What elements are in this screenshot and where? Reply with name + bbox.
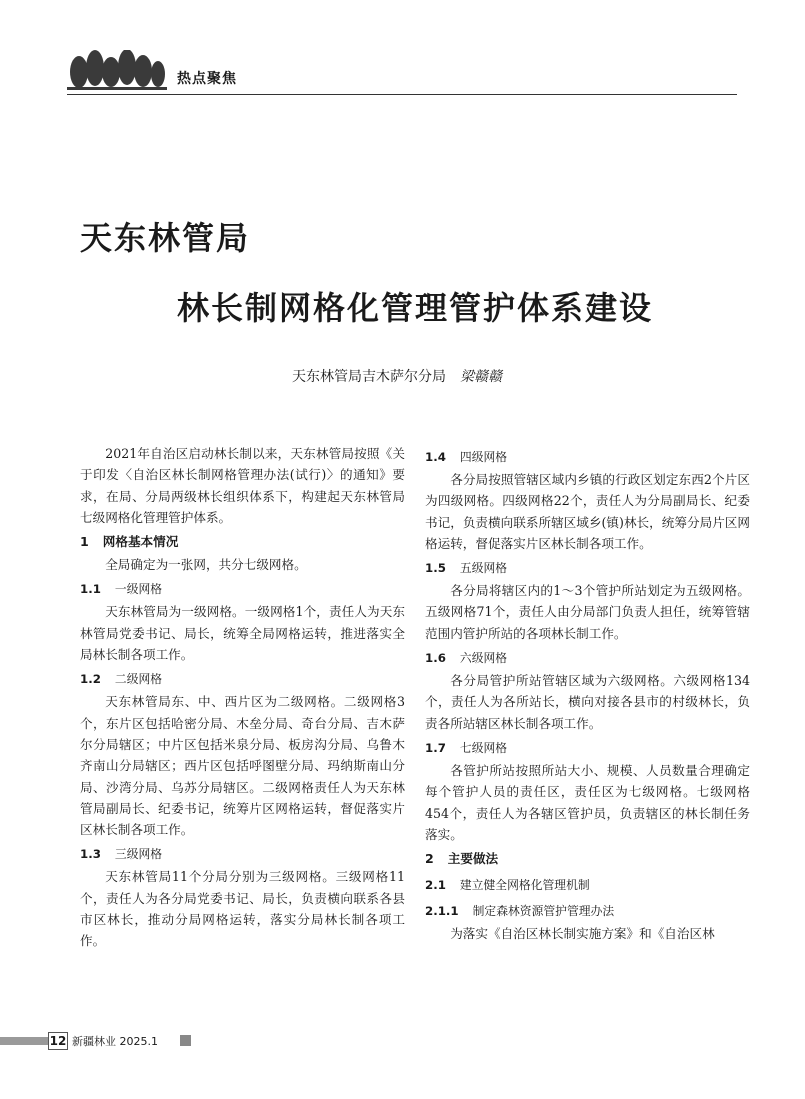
heading-number: 1.4 — [425, 450, 446, 464]
heading-text: 五级网格 — [459, 561, 508, 576]
heading-text: 六级网格 — [459, 651, 508, 666]
heading-number: 2.1.1 — [425, 904, 459, 919]
tree-row-icon — [67, 50, 167, 90]
page-footer — [0, 1032, 805, 1050]
journal-name: 新疆林业 2025.1 — [72, 1035, 158, 1048]
page-number: 12 — [49, 1034, 67, 1048]
author: 梁赣赣 — [460, 369, 502, 385]
subsection-heading — [425, 556, 750, 580]
page-header — [67, 50, 737, 96]
heading-text: 制定森林资源管护管理办法 — [472, 904, 615, 919]
left-column — [80, 443, 405, 952]
footer-bar — [0, 1037, 48, 1045]
subsection-heading — [80, 842, 405, 866]
byline — [292, 366, 502, 386]
heading-text: 七级网格 — [459, 740, 508, 755]
section-heading — [80, 530, 405, 554]
subsection-heading — [80, 577, 405, 601]
paragraph: 天东林管局11个分局分别为三级网格。三级网格11个，责任人为各分局党委书记、局长，负责横向联系各县市区林长，推动分局网格运转，落实分局林长制各项工作。 — [80, 869, 405, 949]
footer-square — [180, 1035, 191, 1046]
affiliation: 天东林管局吉木萨尔分局 — [292, 369, 446, 385]
paragraph: 天东林管局为一级网格。一级网格1个，责任人为天东林管局党委书记、局长，统筹全局网格运转，推进落实全局林长制各项工作。 — [80, 604, 405, 663]
heading-text: 四级网格 — [459, 450, 508, 464]
article-title-line1: 天东林管局 — [80, 219, 251, 257]
subsection-heading — [80, 667, 405, 691]
heading-number: 1 — [80, 534, 89, 550]
paragraph: 2021年自治区启动林长制以来，天东林管局按照《关于印发〈自治区林长制网格管理办法(试行)〉的通知》要求，在局、分局两级林长组织体系下，构建起天东林管局七级网格化管理管护体系。 — [80, 446, 405, 525]
heading-number: 1.3 — [80, 847, 101, 862]
subsection-heading — [425, 899, 750, 923]
subsection-heading — [425, 736, 750, 760]
heading-text: 建立健全网格化管理机制 — [459, 878, 590, 893]
paragraph: 各分局按照管辖区域内乡镇的行政区划定东西2个片区为四级网格。四级网格22个，责任人为分局副局长、纪委书记，负责横向联系所辖区域乡(镇)林长，统筹分局片区网格运转，督促落实片区林长制各项工作。 — [425, 472, 750, 551]
article-title-line2: 林长制网格化管理管护体系建设 — [177, 289, 654, 327]
right-column — [425, 443, 750, 944]
paragraph: 各管护所站按照所站大小、规模、人员数量合理确定每个管护人员的责任区，责任区为七级网格。七级网格454个，责任人为各辖区管护员，负责辖区的林长制任务落实。 — [425, 762, 750, 842]
heading-number: 1.5 — [425, 561, 446, 576]
heading-number: 1.2 — [80, 672, 101, 687]
section-label: 热点聚焦 — [177, 71, 237, 87]
section-heading — [425, 847, 750, 871]
heading-number: 1.7 — [425, 740, 446, 755]
heading-number: 1.1 — [80, 582, 101, 597]
subsection-heading — [425, 445, 750, 469]
subsection-heading — [425, 873, 750, 897]
paragraph: 为落实《自治区林长制实施方案》和《自治区林 — [450, 926, 715, 942]
heading-text: 主要做法 — [447, 851, 499, 867]
subsection-heading — [425, 646, 750, 670]
heading-number: 1.6 — [425, 651, 446, 666]
heading-number: 2.1 — [425, 878, 446, 893]
heading-text: 二级网格 — [114, 672, 163, 687]
paragraph: 天东林管局东、中、西片区为二级网格。二级网格3个，东片区包括哈密分局、木垒分局、奇台分局、吉木萨尔分局辖区；中片区包括米泉分局、板房沟分局、乌鲁木齐南山分局辖区；西片区包括呼图壁分局、玛纳斯南山分局、沙湾分局、乌苏分局辖区。二级网格责任人为天东林管局副局长、纪委书记，统筹片区网格运转，督促落实片区林长制各项工作。 — [80, 694, 405, 838]
heading-number: 2 — [425, 851, 434, 867]
paragraph: 全局确定为一张网，共分七级网格。 — [105, 557, 307, 573]
heading-text: 网格基本情况 — [102, 534, 179, 550]
paragraph: 各分局管护所站管辖区域为六级网格。六级网格134个，责任人为各所站长，横向对接各县市的村级林长，负责各所站辖区林长制各项工作。 — [425, 673, 750, 731]
paragraph: 各分局将辖区内的1～3个管护所站划定为五级网格。五级网格71个，责任人由分局部门负责人担任，统筹管辖范围内管护所站的各项林长制工作。 — [425, 583, 750, 641]
heading-text: 三级网格 — [114, 847, 163, 862]
heading-text: 一级网格 — [114, 582, 163, 597]
header-rule — [67, 94, 737, 95]
